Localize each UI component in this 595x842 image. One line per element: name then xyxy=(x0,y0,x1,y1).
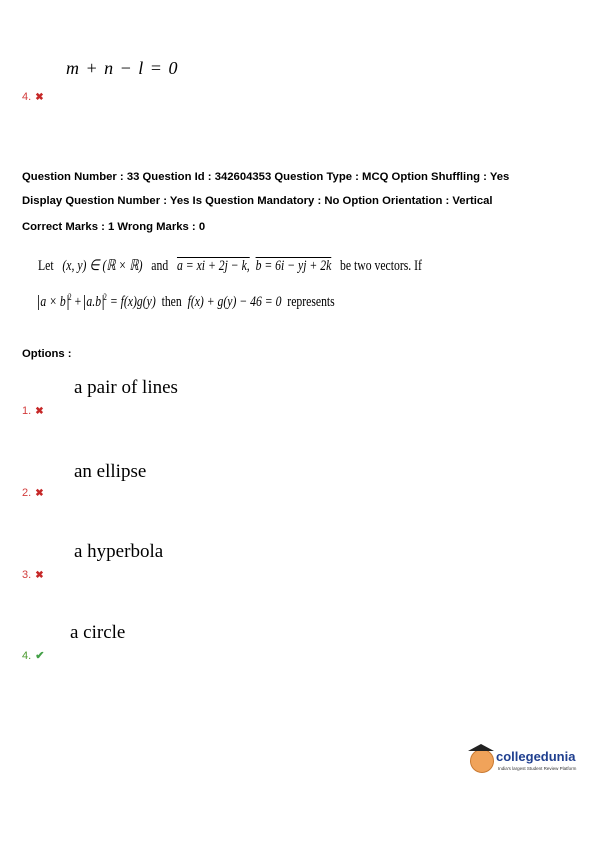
option-1-marker xyxy=(22,405,44,417)
option-4-marker xyxy=(22,649,44,662)
exponent: 2 xyxy=(103,292,107,302)
option-3-marker xyxy=(22,569,44,581)
exponent: 2 xyxy=(68,292,72,302)
option-2-marker xyxy=(22,487,44,499)
question-word-and: and xyxy=(151,258,169,274)
question-text-line-1 xyxy=(38,256,422,275)
option-number: 3. xyxy=(22,569,32,581)
vector-b: b = 6i − yj + 2k xyxy=(255,258,332,274)
option-4-text[interactable]: a circle xyxy=(70,622,126,643)
question-meta-line-2: Display Question Number : Yes Is Question Mandatory : No Option Orientation : Vertical xyxy=(22,195,493,207)
question-meta-line-1: Question Number : 33 Question Id : 342604353 Question Type : MCQ Option Shuffling : Yes xyxy=(22,171,510,183)
question-phrase-vectors: be two vectors. If xyxy=(340,258,422,274)
condition-equation: f(x) + g(y) − 46 = 0 xyxy=(187,294,282,310)
cross-icon: ✖ xyxy=(35,570,44,581)
collegedunia-logo xyxy=(470,747,582,777)
cross-icon: ✖ xyxy=(35,488,44,499)
cross-product-magnitude: a × b xyxy=(38,295,68,310)
previous-equation: m + n − l = 0 xyxy=(66,58,179,78)
option-number: 1. xyxy=(22,405,32,417)
logo-tagline: India's largest Student Review Platform xyxy=(498,766,577,771)
vector-a: a = xi + 2j − k, xyxy=(176,258,250,274)
cross-icon: ✖ xyxy=(35,406,44,417)
question-meta-line-3: Correct Marks : 1 Wrong Marks : 0 xyxy=(22,221,206,233)
graduation-cap-icon xyxy=(470,749,494,773)
product-function: = f(x)g(y) xyxy=(109,294,156,310)
check-icon: ✔ xyxy=(35,650,45,662)
previous-option xyxy=(22,91,44,103)
previous-option-number: 4. xyxy=(22,91,32,103)
question-domain: (x, y) ∈ (ℝ × ℝ) xyxy=(62,258,143,274)
plus-sign: + xyxy=(74,294,82,310)
option-3-text[interactable]: a hyperbola xyxy=(74,541,164,562)
dot-product-magnitude: a.b xyxy=(84,295,103,310)
logo-name: collegedunia xyxy=(496,749,576,764)
question-word-represents: represents xyxy=(287,294,335,310)
question-word-then: then xyxy=(161,294,182,310)
options-label: Options : xyxy=(22,348,72,360)
option-number: 2. xyxy=(22,487,32,499)
question-word-let: Let xyxy=(38,258,54,274)
cross-icon: ✖ xyxy=(35,92,44,103)
option-number: 4. xyxy=(22,650,32,662)
question-text-line-2 xyxy=(38,292,335,311)
option-1-text[interactable]: a pair of lines xyxy=(74,377,178,398)
option-2-text[interactable]: an ellipse xyxy=(74,461,147,482)
